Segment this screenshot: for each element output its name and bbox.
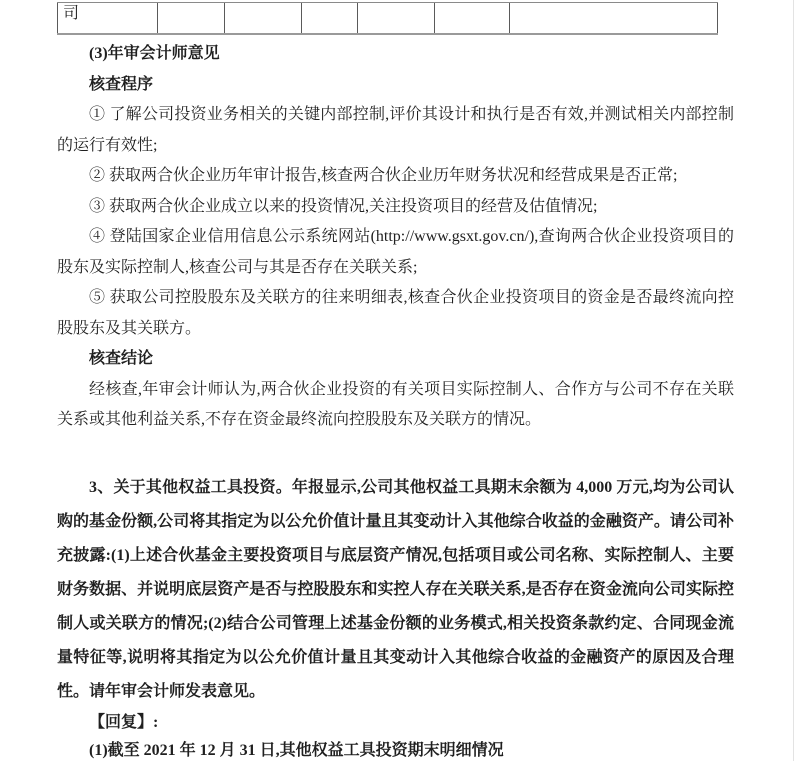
procedure-heading: 核查程序 [89, 75, 154, 93]
table-cell [510, 3, 718, 33]
procedure-item-4: ④ 登陆国家企业信用信息公示系统网站(http://www.gsxt.gov.cn/),查询两合伙企业投资项目的股东及实际控制人,核查公司与其是否存在关联关系; [57, 228, 734, 276]
procedure-item-1: ① 了解公司投资业务相关的关键内部控制,评价其设计和执行是否有效,并测试相关内部控制的运行有效性; [57, 106, 734, 154]
procedure-item-2: ② 获取两合伙企业历年审计报告,核查两合伙企业历年财务状况和经营成果是否正常; [89, 167, 678, 184]
question-paragraph: 3、关于其他权益工具投资。年报显示,公司其他权益工具期末余额为 4,000 万元,均为公司认购的基金份额,公司将其指定为以公允价值计量且其变动计入其他综合收益的金融资产。请公司补充披露:(1)上述合伙基金主要投资项目与底层资产情况,包括项目或公司名称、实际控制人、主要财务数据、并说明底层资产是否与控股股东和实控人存在关联关系,是否存在资金流向公司实际控制人或关联方的情况;(2)结合公司管理上述基金份额的业务模式,相关投资条款约定、合同现金流量特征等,说明将其指定为以公允价值计量且其变动计入其他综合收益的金融资产的原因及合理性。请年审会计师发表意见。 [57, 478, 734, 700]
table-cell [158, 3, 225, 33]
table-fragment [57, 2, 718, 35]
conclusion-text: 经核查,年审会计师认为,两合伙企业投资的有关项目实际控制人、合作方与公司不存在关联关系或其他利益关系,不存在资金最终流向控股股东及关联方的情况。 [57, 380, 734, 428]
procedure-item-3: ③ 获取两合伙企业成立以来的投资情况,关注投资项目的经营及估值情况; [89, 197, 598, 215]
reply-item-heading: (1)截至 2021 年 12 月 31 日,其他权益工具投资期末明细情况 [89, 741, 504, 759]
section-heading: (3)年审会计师意见 [89, 45, 220, 62]
table-cell [225, 3, 302, 33]
table-cell [435, 3, 510, 33]
conclusion-heading: 核查结论 [89, 350, 154, 367]
reply-heading: 【回复】: [89, 713, 159, 731]
procedure-item-5: ⑤ 获取公司控股股东及关联方的往来明细表,核查合伙企业投资项目的资金是否最终流向控股股东及其关联方。 [57, 289, 734, 337]
table-cell [358, 3, 435, 33]
table-cell [302, 3, 358, 33]
document-body [57, 39, 734, 761]
table-cell: 司 [57, 3, 158, 33]
